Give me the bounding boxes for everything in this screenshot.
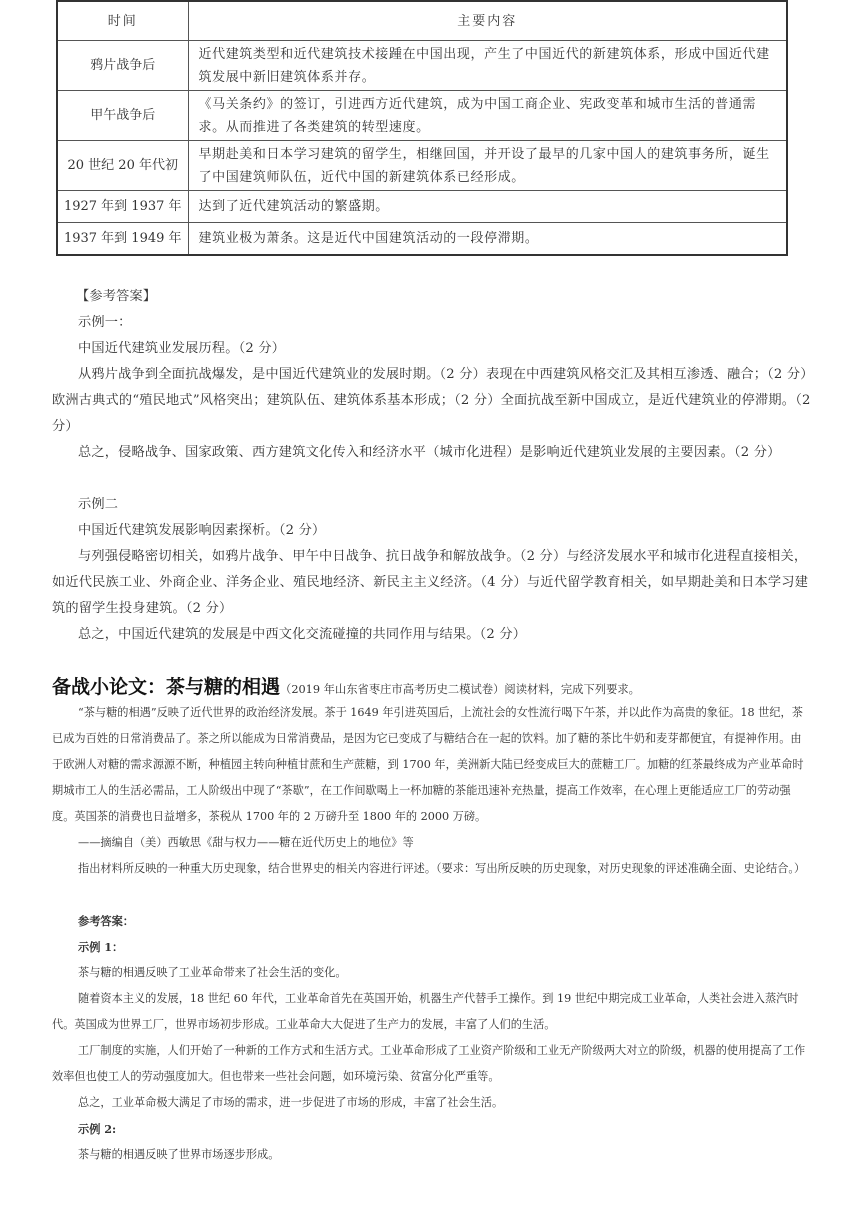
essay-example1-p1: 随着资本主义的发展，18 世纪 60 年代，工业革命首先在英国开始，机器生产代替手工操作。到 19 世纪中期完成工业革命，人类社会进入蒸汽时代。英国成为世界工厂，世界市场初步形成。工业革命大大促进了生产力的发展，丰富了人们的生活。 bbox=[52, 992, 799, 1031]
essay-example1-p2: 工厂制度的实施，人们开始了一种新的工作方式和生活方式。工业革命形成了工业资产阶级和工业无产阶级两大对立的阶级，机器的使用提高了工作效率但也使工人的劳动强度加大。但也带来一些社会问题，如环境污染、贫富分化严重等。 bbox=[52, 1044, 806, 1083]
essay-example1-summary: 总之，工业革命极大满足了市场的需求，进一步促进了市场的形成，丰富了社会生活。 bbox=[78, 1096, 504, 1109]
essay-title: 备战小论文：茶与糖的相遇 bbox=[52, 676, 281, 698]
header-period: 时间 bbox=[57, 1, 188, 41]
example1-label: 示例一： bbox=[78, 315, 132, 330]
row-content: 达到了近代建筑活动的繁盛期。 bbox=[188, 191, 787, 223]
essay-source: （2019 年山东省枣庄市高考历史二模试卷）阅读材料，完成下列要求。 bbox=[280, 683, 640, 696]
header-content: 主要内容 bbox=[188, 1, 787, 41]
row-content: 建筑业极为萧条。这是近代中国建筑活动的一段停滞期。 bbox=[188, 223, 787, 255]
example2-body: 与列强侵略密切相关，如鸦片战争、甲午中日战争、抗日战争和解放战争。（2 分）与经济发展水平和城市化进程直接相关，如近代民族工业、外商企业、洋务企业、殖民地经济、新民主主义经济。（4 分）与近代留学教育相关，如早期赴美和日本学习建筑的留学生投身建筑。（2 分） bbox=[52, 549, 809, 616]
essay-task: 指出材料所反映的一种重大历史现象，结合世界史的相关内容进行评述。（要求：写出所反映的历史现象，对历史现象的评述准确全面、史论结合。） bbox=[78, 862, 806, 875]
row-period: 1937 年到 1949 年 bbox=[57, 223, 188, 255]
essay-material: “茶与糖的相遇”反映了近代世界的政治经济发展。茶于 1649 年引进英国后，上流社会的女性流行喝下午茶，并以此作为高贵的象征。18 世纪，茶已成为百姓的日常消费品了。茶之所以能成为日常消费品，是因为它已变成了与糖结合在一起的饮料。加了糖的茶比牛奶和麦芽都便宜，有提神作用。由于欧洲人对糖的需求源源不断，种植园主转向种植甘蔗和生产蔗糖，到 1700 年，美洲新大陆已经变成巨大的蔗糖工厂。加糖的红茶最终成为产业革命时期城市工人的生活必需品，工人阶级出中现了“茶歇”，在工作间歇喝上一杯加糖的茶能迅速补充热量，提高工作效率，在心理上更能适应工厂的劳动强度。英国茶的消费也日益增多，茶税从 1700 年的 2 万磅升至 1800 年的 2000 万磅。 bbox=[52, 706, 804, 823]
essay-section-title bbox=[52, 672, 832, 699]
row-content: 《马关条约》的签订，引进西方近代建筑，成为中国工商企业、宪政变革和城市生活的普通需求。从而推进了各类建筑的转型速度。 bbox=[188, 91, 787, 141]
example2-summary: 总之，中国近代建筑的发展是中西文化交流碰撞的共同作用与结果。（2 分） bbox=[78, 627, 527, 642]
example2-title: 中国近代建筑发展影响因素探析。（2 分） bbox=[78, 523, 326, 538]
row-content: 近代建筑类型和近代建筑技术接踵在中国出现，产生了中国近代的新建筑体系，形成中国近代建筑发展中新旧建筑体系并存。 bbox=[188, 41, 787, 91]
row-period: 1927 年到 1937 年 bbox=[57, 191, 188, 223]
architecture-history-table bbox=[56, 0, 788, 256]
row-period: 鸦片战争后 bbox=[57, 41, 188, 91]
table-row bbox=[57, 223, 787, 255]
table-row bbox=[57, 91, 787, 141]
table-row bbox=[57, 41, 787, 91]
essay-example2-title: 茶与糖的相遇反映了世界市场逐步形成。 bbox=[78, 1148, 280, 1161]
example1-summary: 总之，侵略战争、国家政策、西方建筑文化传入和经济水平（城市化进程）是影响近代建筑业发展的主要因素。（2 分） bbox=[78, 445, 781, 460]
example2-label: 示例二 bbox=[78, 497, 119, 512]
row-period: 甲午战争后 bbox=[57, 91, 188, 141]
answer-heading: 【参考答案】 bbox=[76, 289, 157, 304]
essay-example2-label: 示例 2: bbox=[78, 1122, 117, 1136]
row-period: 20 世纪 20 年代初 bbox=[57, 141, 188, 191]
table-header-row bbox=[57, 1, 787, 41]
essay-answer-heading: 参考答案： bbox=[78, 914, 134, 928]
essay-example1-label: 示例 1： bbox=[78, 940, 124, 954]
table-row bbox=[57, 141, 787, 191]
example1-body: 从鸦片战争到全面抗战爆发，是中国近代建筑业的发展时期。（2 分）表现在中西建筑风格交汇及其相互渗透、融合；（2 分）欧洲古典式的“殖民地式”风格突出；建筑队伍、建筑体系基本形成；（2 分）全面抗战至新中国成立，是近代建筑业的停滞期。（2 分） bbox=[52, 367, 811, 434]
essay-example1-title: 茶与糖的相遇反映了工业革命带来了社会生活的变化。 bbox=[78, 966, 347, 979]
essay-citation: ——摘编自（美）西敏思《甜与权力——糖在近代历史上的地位》等 bbox=[78, 836, 414, 849]
history-table-wrapper bbox=[56, 0, 790, 252]
row-content: 早期赴美和日本学习建筑的留学生，相继回国，并开设了最早的几家中国人的建筑事务所，诞生了中国建筑师队伍，近代中国的新建筑体系已经形成。 bbox=[188, 141, 787, 191]
table-row bbox=[57, 191, 787, 223]
example1-title: 中国近代建筑业发展历程。（2 分） bbox=[78, 341, 286, 356]
